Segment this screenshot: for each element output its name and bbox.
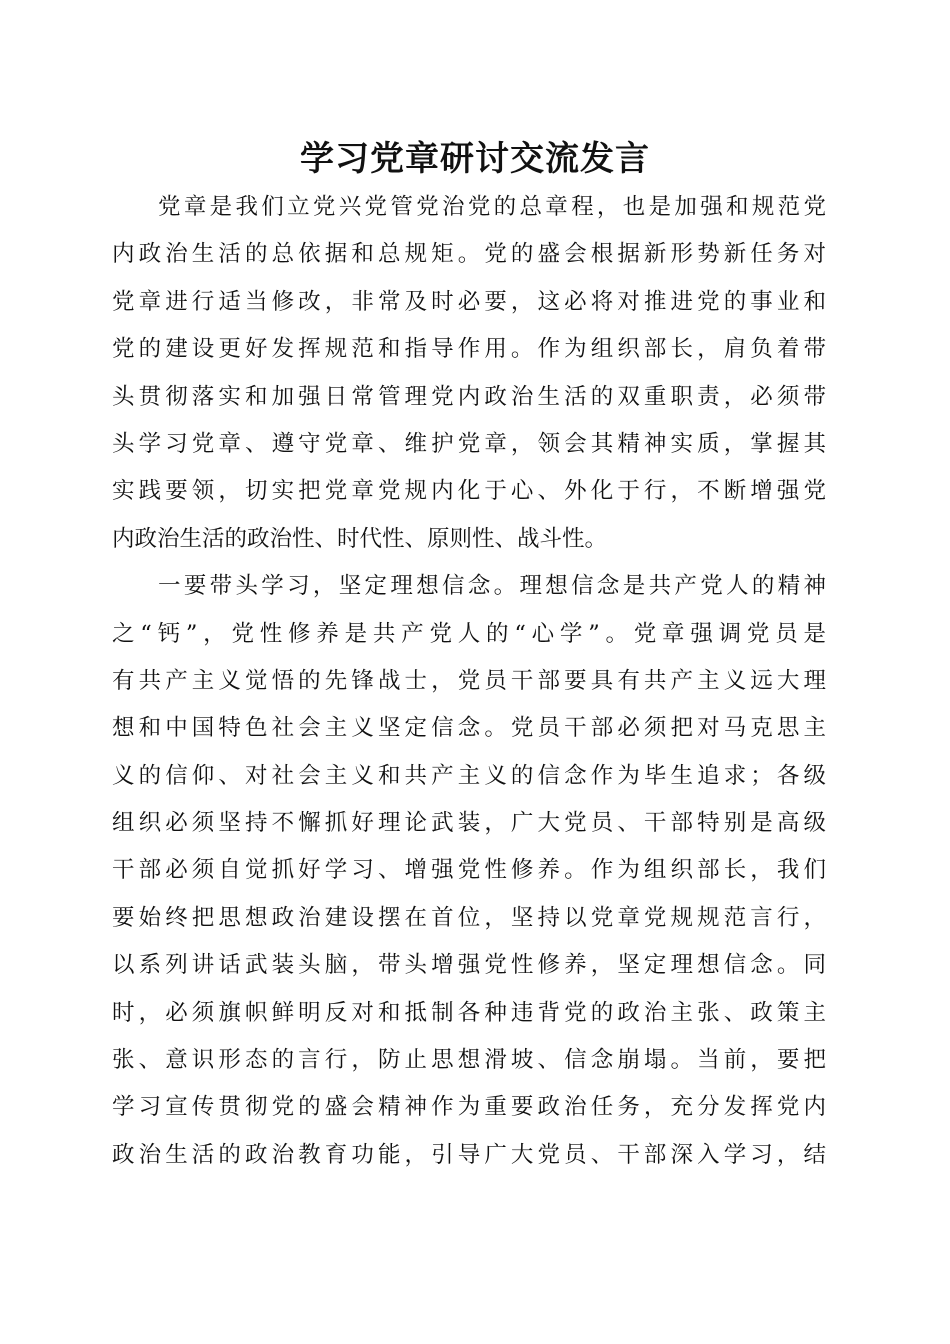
- text-line: 头学习党章、遵守党章、维护党章，领会其精神实质，掌握其: [112, 430, 826, 457]
- document-body: [112, 184, 826, 1179]
- text-line: 内政治生活的总依据和总规矩。党的盛会根据新形势新任务对: [112, 241, 826, 268]
- text-line: 要始终把思想政治建设摆在首位，坚持以党章党规规范言行，: [112, 904, 826, 931]
- text-line: 时，必须旗帜鲜明反对和抵制各种违背党的政治主张、政策主: [112, 999, 826, 1026]
- text-line: 学习宣传贯彻党的盛会精神作为重要政治任务，充分发挥党内: [112, 1094, 826, 1121]
- text-line: 想和中国特色社会主义坚定信念。党员干部必须把对马克思主: [112, 715, 826, 742]
- text-line: 头贯彻落实和加强日常管理党内政治生活的双重职责，必须带: [112, 383, 826, 410]
- text-line: 党的建设更好发挥规范和指导作用。作为组织部长，肩负着带: [112, 336, 826, 363]
- text-line: 政治生活的政治教育功能，引导广大党员、干部深入学习，结: [112, 1141, 826, 1168]
- text-line: 党章进行适当修改，非常及时必要，这必将对推进党的事业和: [112, 288, 826, 315]
- text-line: 党章是我们立党兴党管党治党的总章程，也是加强和规范党: [158, 194, 826, 220]
- document-title: 学习党章研讨交流发言: [300, 139, 650, 179]
- text-line: 一要带头学习，坚定理想信念。理想信念是共产党人的精神: [158, 573, 826, 600]
- text-line: 内政治生活的政治性、时代性、原则性、战斗性。: [112, 525, 608, 552]
- text-line: 义的信仰、对社会主义和共产主义的信念作为毕生追求；各级: [112, 762, 826, 789]
- text-line: 之“钙”，党性修养是共产党人的“心学”。党章强调党员是: [112, 620, 826, 647]
- text-line: 干部必须自觉抓好学习、增强党性修养。作为组织部长，我们: [112, 857, 826, 884]
- text-line: 组织必须坚持不懈抓好理论武装，广大党员、干部特别是高级: [112, 810, 826, 837]
- paragraph-1: [112, 184, 826, 563]
- text-line: 有共产主义觉悟的先锋战士，党员干部要具有共产主义远大理: [112, 667, 826, 694]
- text-line: 实践要领，切实把党章党规内化于心、外化于行，不断增强党: [112, 478, 826, 505]
- paragraph-2: [112, 563, 826, 1179]
- text-line: 张、意识形态的言行，防止思想滑坡、信念崩塌。当前，要把: [112, 1047, 826, 1074]
- text-line: 以系列讲话武装头脑，带头增强党性修养，坚定理想信念。同: [112, 952, 826, 979]
